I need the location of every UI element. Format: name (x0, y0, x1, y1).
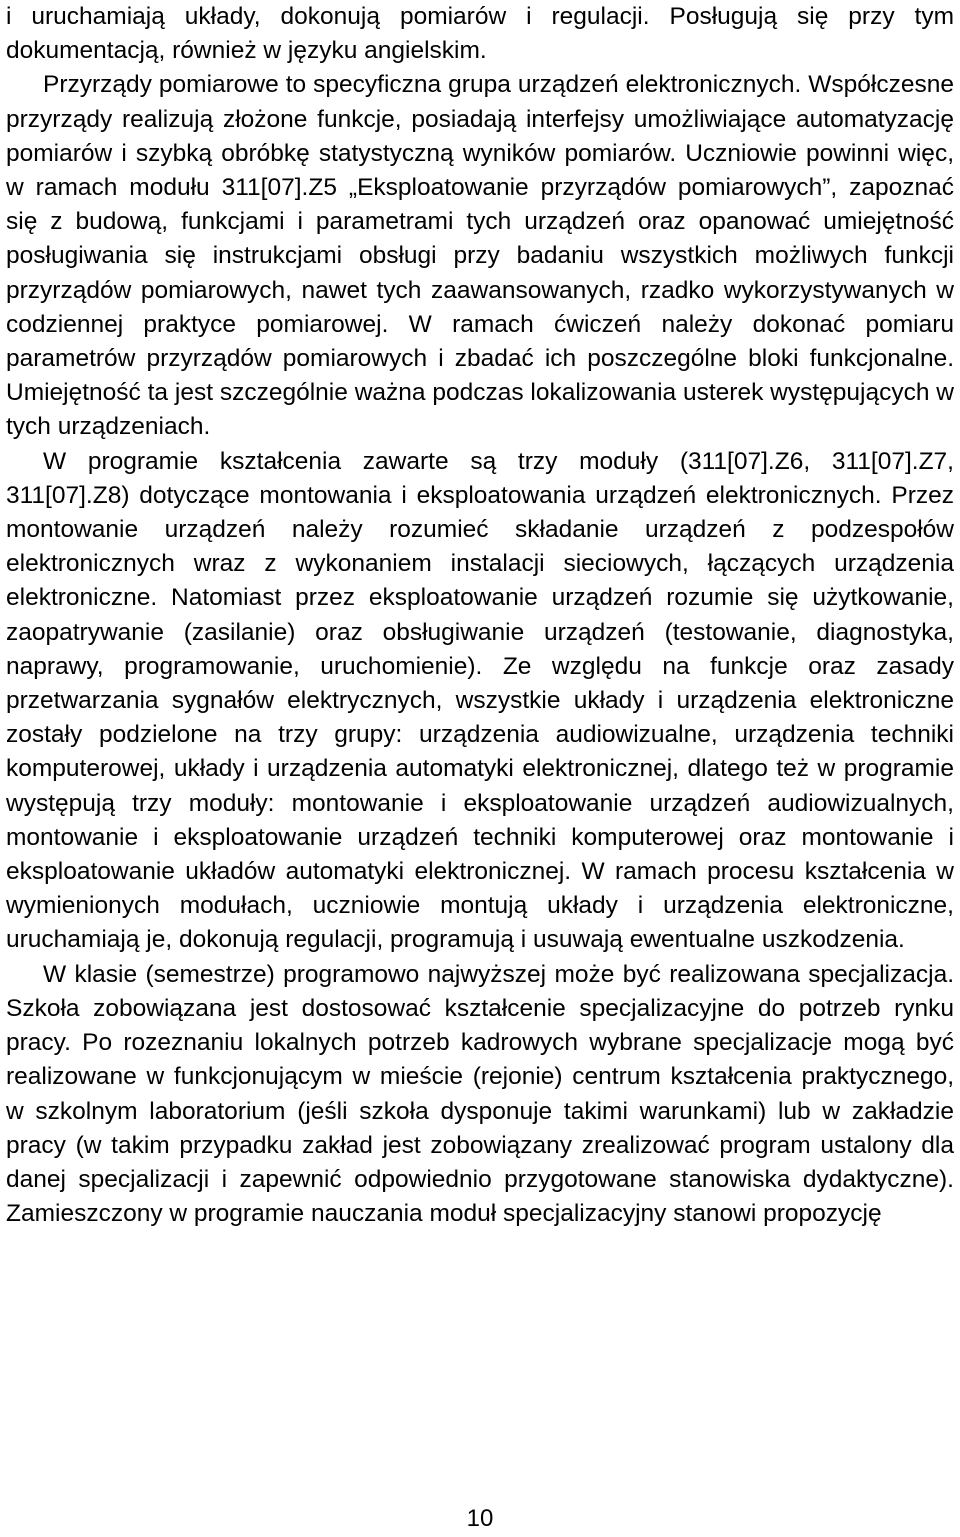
paragraph-continuation: i uruchamiają układy, dokonują pomiarów i regulacji. Posługują się przy tym dokumentacją, również w języku angielskim. (6, 3, 954, 65)
paragraph-mounting-modules: W programie kształcenia zawarte są trzy moduły (311[07].Z6, 311[07].Z7, 311[07].Z8) dotyczące montowania i eksploatowania urządzeń elektronicznych. Przez montowanie urządzeń należy rozumieć składanie urządzeń z podzespołów elektronicznych wraz z wykonaniem instalacji sieciowych, łączących urządzenia elektroniczne. Natomiast przez eksploatowanie urządzeń rozumie się użytkowanie, zaopatrywanie (zasilanie) oraz obsługiwanie urządzeń (testowanie, diagnostyka, naprawy, programowanie, uruchomienie). Ze względu na funkcje oraz zasady przetwarzania sygnałów elektrycznych, wszystkie układy i urządzenia elektroniczne zostały podzielone na trzy grupy: urządzenia audiowizualne, urządzenia techniki komputerowej, układy i urządzenia automatyki elektronicznej, dlatego też w programie występują trzy moduły: montowanie i eksploatowanie urządzeń audiowizualnych, montowanie i eksploatowanie urządzeń techniki komputerowej oraz montowanie i eksploatowanie układów automatyki elektronicznej. W ramach procesu kształcenia w wymienionych modułach, uczniowie montują układy i urządzenia elektroniczne, uruchamiają je, dokonują regulacji, programują i usuwają ewentualne uszkodzenia. (6, 447, 954, 954)
document-page (6, 0, 954, 1231)
paragraph-specialization: W klasie (semestrze) programowo najwyższej może być realizowana specjalizacja. Szkoła zobowiązana jest dostosować kształcenie specjalizacyjne do potrzeb rynku pracy. Po rozeznaniu lokalnych potrzeb kadrowych wybrane specjalizacje mogą być realizowane w funkcjonującym w mieście (rejonie) centrum kształcenia praktycznego, w szkolnym laboratorium (jeśli szkoła dysponuje takimi warunkami) lub w zakładzie pracy (w takim przypadku zakład jest zobowiązany zrealizować program ustalony dla danej specjalizacji i zapewnić odpowiednio przygotowane stanowiska dydaktyczne). Zamieszczony w programie nauczania moduł specjalizacyjny stanowi propozycję (6, 960, 954, 1228)
paragraph-measuring-instruments: Przyrządy pomiarowe to specyficzna grupa urządzeń elektronicznych. Współczesne przyrządy realizują złożone funkcje, posiadają interfejsy umożliwiające automatyzację pomiarów i szybką obróbkę statystyczną wyników pomiarów. Uczniowie powinni więc, w ramach modułu 311[07].Z5 „Eksploatowanie przyrządów pomiarowych”, zapoznać się z budową, funkcjami i parametrami tych urządzeń oraz opanować umiejętność posługiwania się instrukcjami obsługi przy badaniu wszystkich możliwych funkcji przyrządów pomiarowych, nawet tych zaawansowanych, rzadko wykorzystywanych w codziennej praktyce pomiarowej. W ramach ćwiczeń należy dokonać pomiaru parametrów przyrządów pomiarowych i zbadać ich poszczególne bloki funkcjonalne. Umiejętność ta jest szczególnie ważna podczas lokalizowania usterek występujących w tych urządzeniach. (6, 71, 954, 441)
page-number: 10 (466, 1505, 494, 1532)
